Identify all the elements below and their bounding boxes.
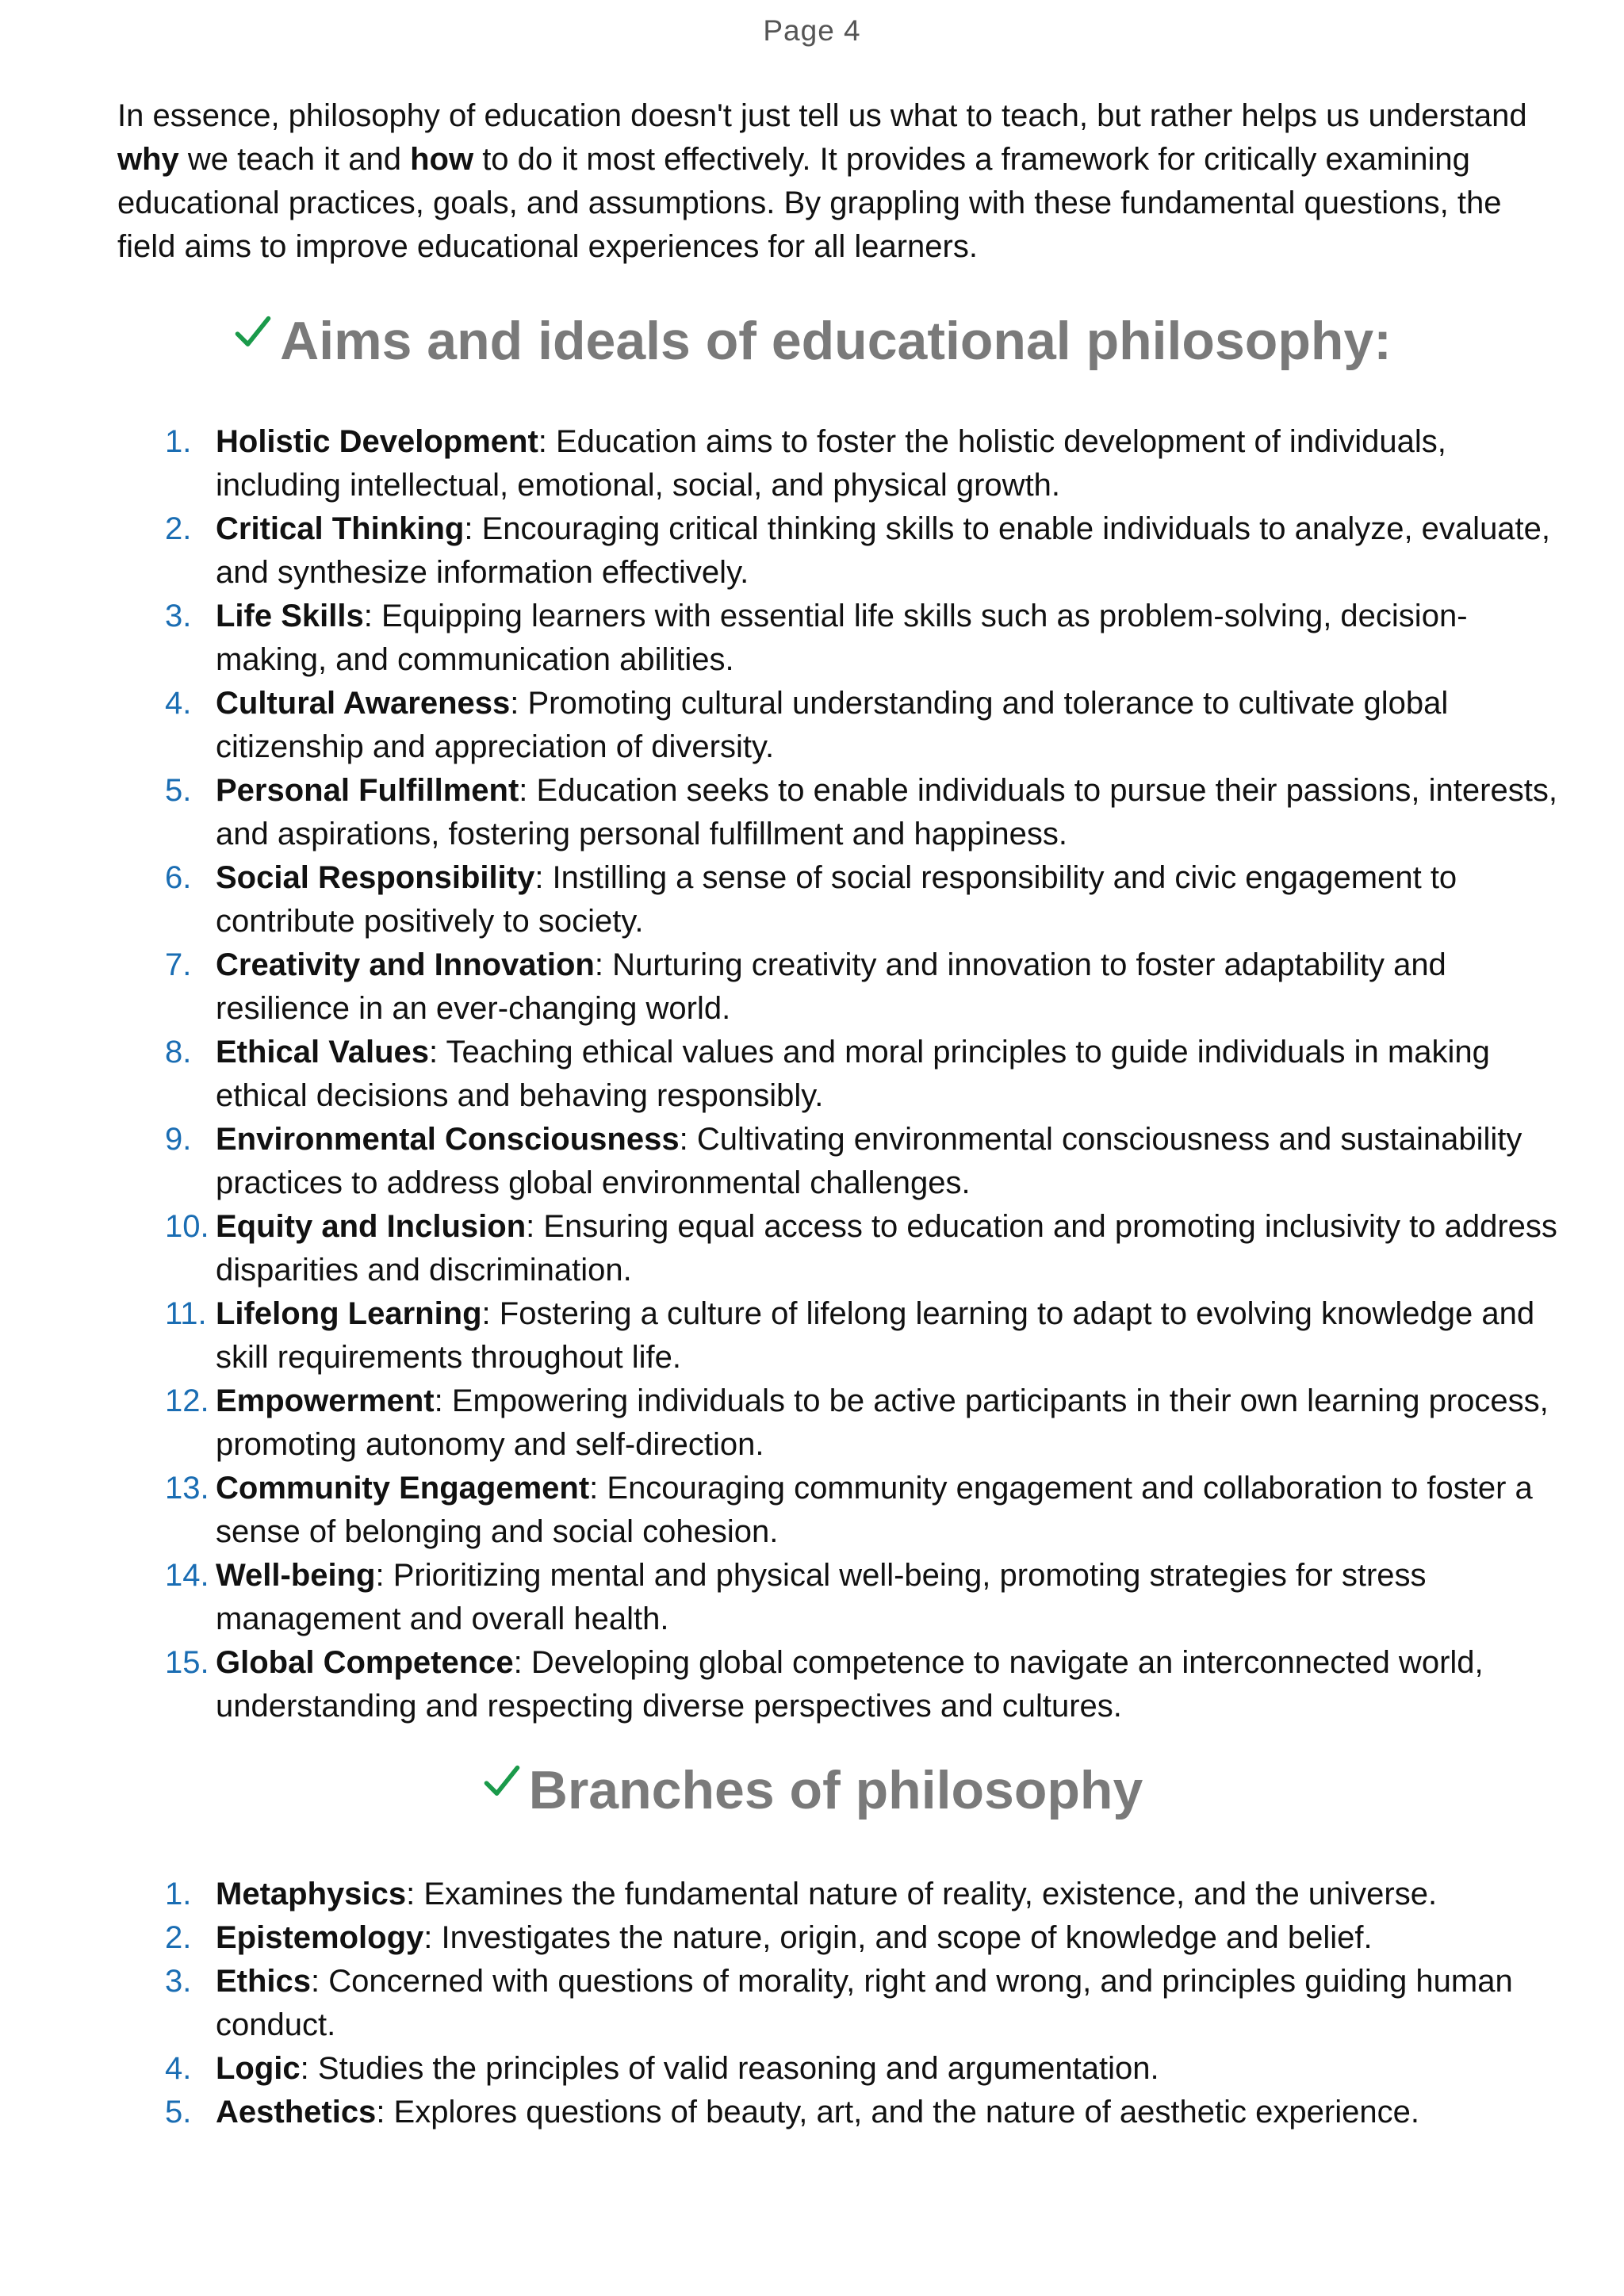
list-item — [117, 507, 1561, 595]
list-term: Social Responsibility — [216, 860, 535, 895]
intro-paragraph — [117, 94, 1545, 269]
list-term: Well-being — [216, 1558, 376, 1593]
list-number: 2. — [165, 511, 192, 546]
list-number: 3. — [165, 1964, 192, 1999]
intro-text-2: we teach it and — [178, 142, 411, 177]
list-term: Ethics — [216, 1964, 312, 1999]
list-number: 4. — [165, 2051, 192, 2086]
list-term: Lifelong Learning — [216, 1296, 482, 1331]
list-term: Equity and Inclusion — [216, 1209, 527, 1244]
list-term: Epistemology — [216, 1920, 424, 1955]
list-term: Metaphysics — [216, 1877, 407, 1911]
list-number: 10. — [165, 1209, 209, 1244]
list-number: 15. — [165, 1645, 209, 1680]
list-item — [117, 1960, 1561, 2047]
check-icon — [232, 312, 274, 353]
list-number: 5. — [165, 773, 192, 808]
list-description: : Equipping learners with essential life skills such as problem-solving, decision-making, and communication abilities. — [216, 599, 1468, 677]
list-number: 6. — [165, 860, 192, 895]
list-item — [117, 856, 1561, 943]
list-description: : Empowering individuals to be active participants in their own learning process, promoting autonomy and self-direction. — [216, 1383, 1549, 1462]
list-term: Cultural Awareness — [216, 686, 511, 721]
list-term: Empowerment — [216, 1383, 435, 1418]
list-item — [117, 1031, 1561, 1118]
list-term: Creativity and Innovation — [216, 947, 595, 982]
list-number: 14. — [165, 1558, 209, 1593]
list-description: : Examines the fundamental nature of reality, existence, and the universe. — [406, 1877, 1438, 1911]
list-item — [117, 595, 1561, 682]
list-item — [117, 769, 1561, 856]
list-description: : Fostering a culture of lifelong learning to adapt to evolving knowledge and skill requirements throughout life. — [216, 1296, 1535, 1375]
list-term: Global Competence — [216, 1645, 514, 1680]
list-number: 7. — [165, 947, 192, 982]
branches-heading — [0, 1758, 1624, 1822]
list-item — [117, 2047, 1561, 2091]
list-description: : Concerned with questions of morality, right and wrong, and principles guiding human conduct. — [216, 1964, 1513, 2042]
intro-bold-why: why — [117, 142, 179, 177]
list-description: : Studies the principles of valid reasoning and argumentation. — [300, 2051, 1159, 2086]
list-number: 8. — [165, 1035, 192, 1070]
check-icon — [481, 1761, 523, 1802]
list-term: Life Skills — [216, 599, 364, 633]
list-description: : Education aims to foster the holistic development of individuals, including intellectual, emotional, social, and physical growth. — [216, 424, 1446, 503]
list-number: 3. — [165, 599, 192, 633]
aims-heading-text: Aims and ideals of educational philosophy: — [280, 311, 1392, 371]
list-number: 2. — [165, 1920, 192, 1955]
list-term: Aesthetics — [216, 2095, 377, 2130]
list-item — [117, 1118, 1561, 1205]
list-number: 11. — [165, 1296, 207, 1331]
list-item — [117, 1641, 1561, 1728]
list-item — [117, 1380, 1561, 1467]
list-number: 1. — [165, 424, 192, 459]
list-term: Environmental Consciousness — [216, 1122, 680, 1157]
list-description: : Promoting cultural understanding and tolerance to cultivate global citizenship and appreciation of diversity. — [216, 686, 1449, 764]
list-number: 9. — [165, 1122, 192, 1157]
intro-text-1: In essence, philosophy of education doesn't just tell us what to teach, but rather helps us understand — [117, 98, 1527, 133]
list-description: : Instilling a sense of social responsibility and civic engagement to contribute positively to society. — [216, 860, 1457, 939]
list-description: : Nurturing creativity and innovation to foster adaptability and resilience in an ever-changing world. — [216, 947, 1446, 1026]
list-term: Holistic Development — [216, 424, 538, 459]
list-description: : Teaching ethical values and moral principles to guide individuals in making ethical decisions and behaving responsibly. — [216, 1035, 1490, 1113]
list-number: 4. — [165, 686, 192, 721]
list-item — [117, 1205, 1561, 1292]
list-item — [117, 1916, 1561, 1960]
list-description: : Ensuring equal access to education and promoting inclusivity to address disparities and discrimination. — [216, 1209, 1557, 1288]
list-term: Logic — [216, 2051, 301, 2086]
branches-heading-text: Branches of philosophy — [528, 1760, 1143, 1820]
intro-bold-how: how — [410, 142, 474, 177]
list-item — [117, 1292, 1561, 1380]
list-item — [117, 1554, 1561, 1641]
list-description: : Prioritizing mental and physical well-being, promoting strategies for stress management and overall health. — [216, 1558, 1427, 1636]
list-description: : Encouraging critical thinking skills to enable individuals to analyze, evaluate, and synthesize information effectively. — [216, 511, 1551, 590]
list-description: : Encouraging community engagement and collaboration to foster a sense of belonging and social cohesion. — [216, 1471, 1533, 1549]
list-description: : Explores questions of beauty, art, and the nature of aesthetic experience. — [376, 2095, 1419, 2130]
list-number: 12. — [165, 1383, 209, 1418]
page-number: Page 4 — [763, 14, 861, 47]
intro-text-3: to do it most effectively. It provides a framework for critically examining educational practices, goals, and assumptions. By grappling with these fundamental questions, the field aims to improve educational experiences for all learners. — [117, 142, 1502, 264]
list-item — [117, 682, 1561, 769]
aims-list — [117, 420, 1561, 1728]
list-description: : Cultivating environmental consciousness and sustainability practices to address global environmental challenges. — [216, 1122, 1522, 1200]
list-term: Community Engagement — [216, 1471, 590, 1506]
list-number: 5. — [165, 2095, 192, 2130]
list-description: : Developing global competence to navigate an interconnected world, understanding and respecting diverse perspectives and cultures. — [216, 1645, 1484, 1724]
branches-list — [117, 1873, 1561, 2134]
aims-heading — [0, 309, 1624, 373]
list-term: Personal Fulfillment — [216, 773, 519, 808]
list-number: 1. — [165, 1877, 192, 1911]
list-term: Critical Thinking — [216, 511, 465, 546]
list-item — [117, 943, 1561, 1031]
list-item — [117, 420, 1561, 507]
list-description: : Education seeks to enable individuals to pursue their passions, interests, and aspirations, fostering personal fulfillment and happiness. — [216, 773, 1557, 851]
list-item — [117, 2091, 1561, 2134]
list-description: : Investigates the nature, origin, and scope of knowledge and belief. — [423, 1920, 1373, 1955]
list-term: Ethical Values — [216, 1035, 430, 1070]
list-item — [117, 1467, 1561, 1554]
list-number: 13. — [165, 1471, 209, 1506]
list-item — [117, 1873, 1561, 1916]
